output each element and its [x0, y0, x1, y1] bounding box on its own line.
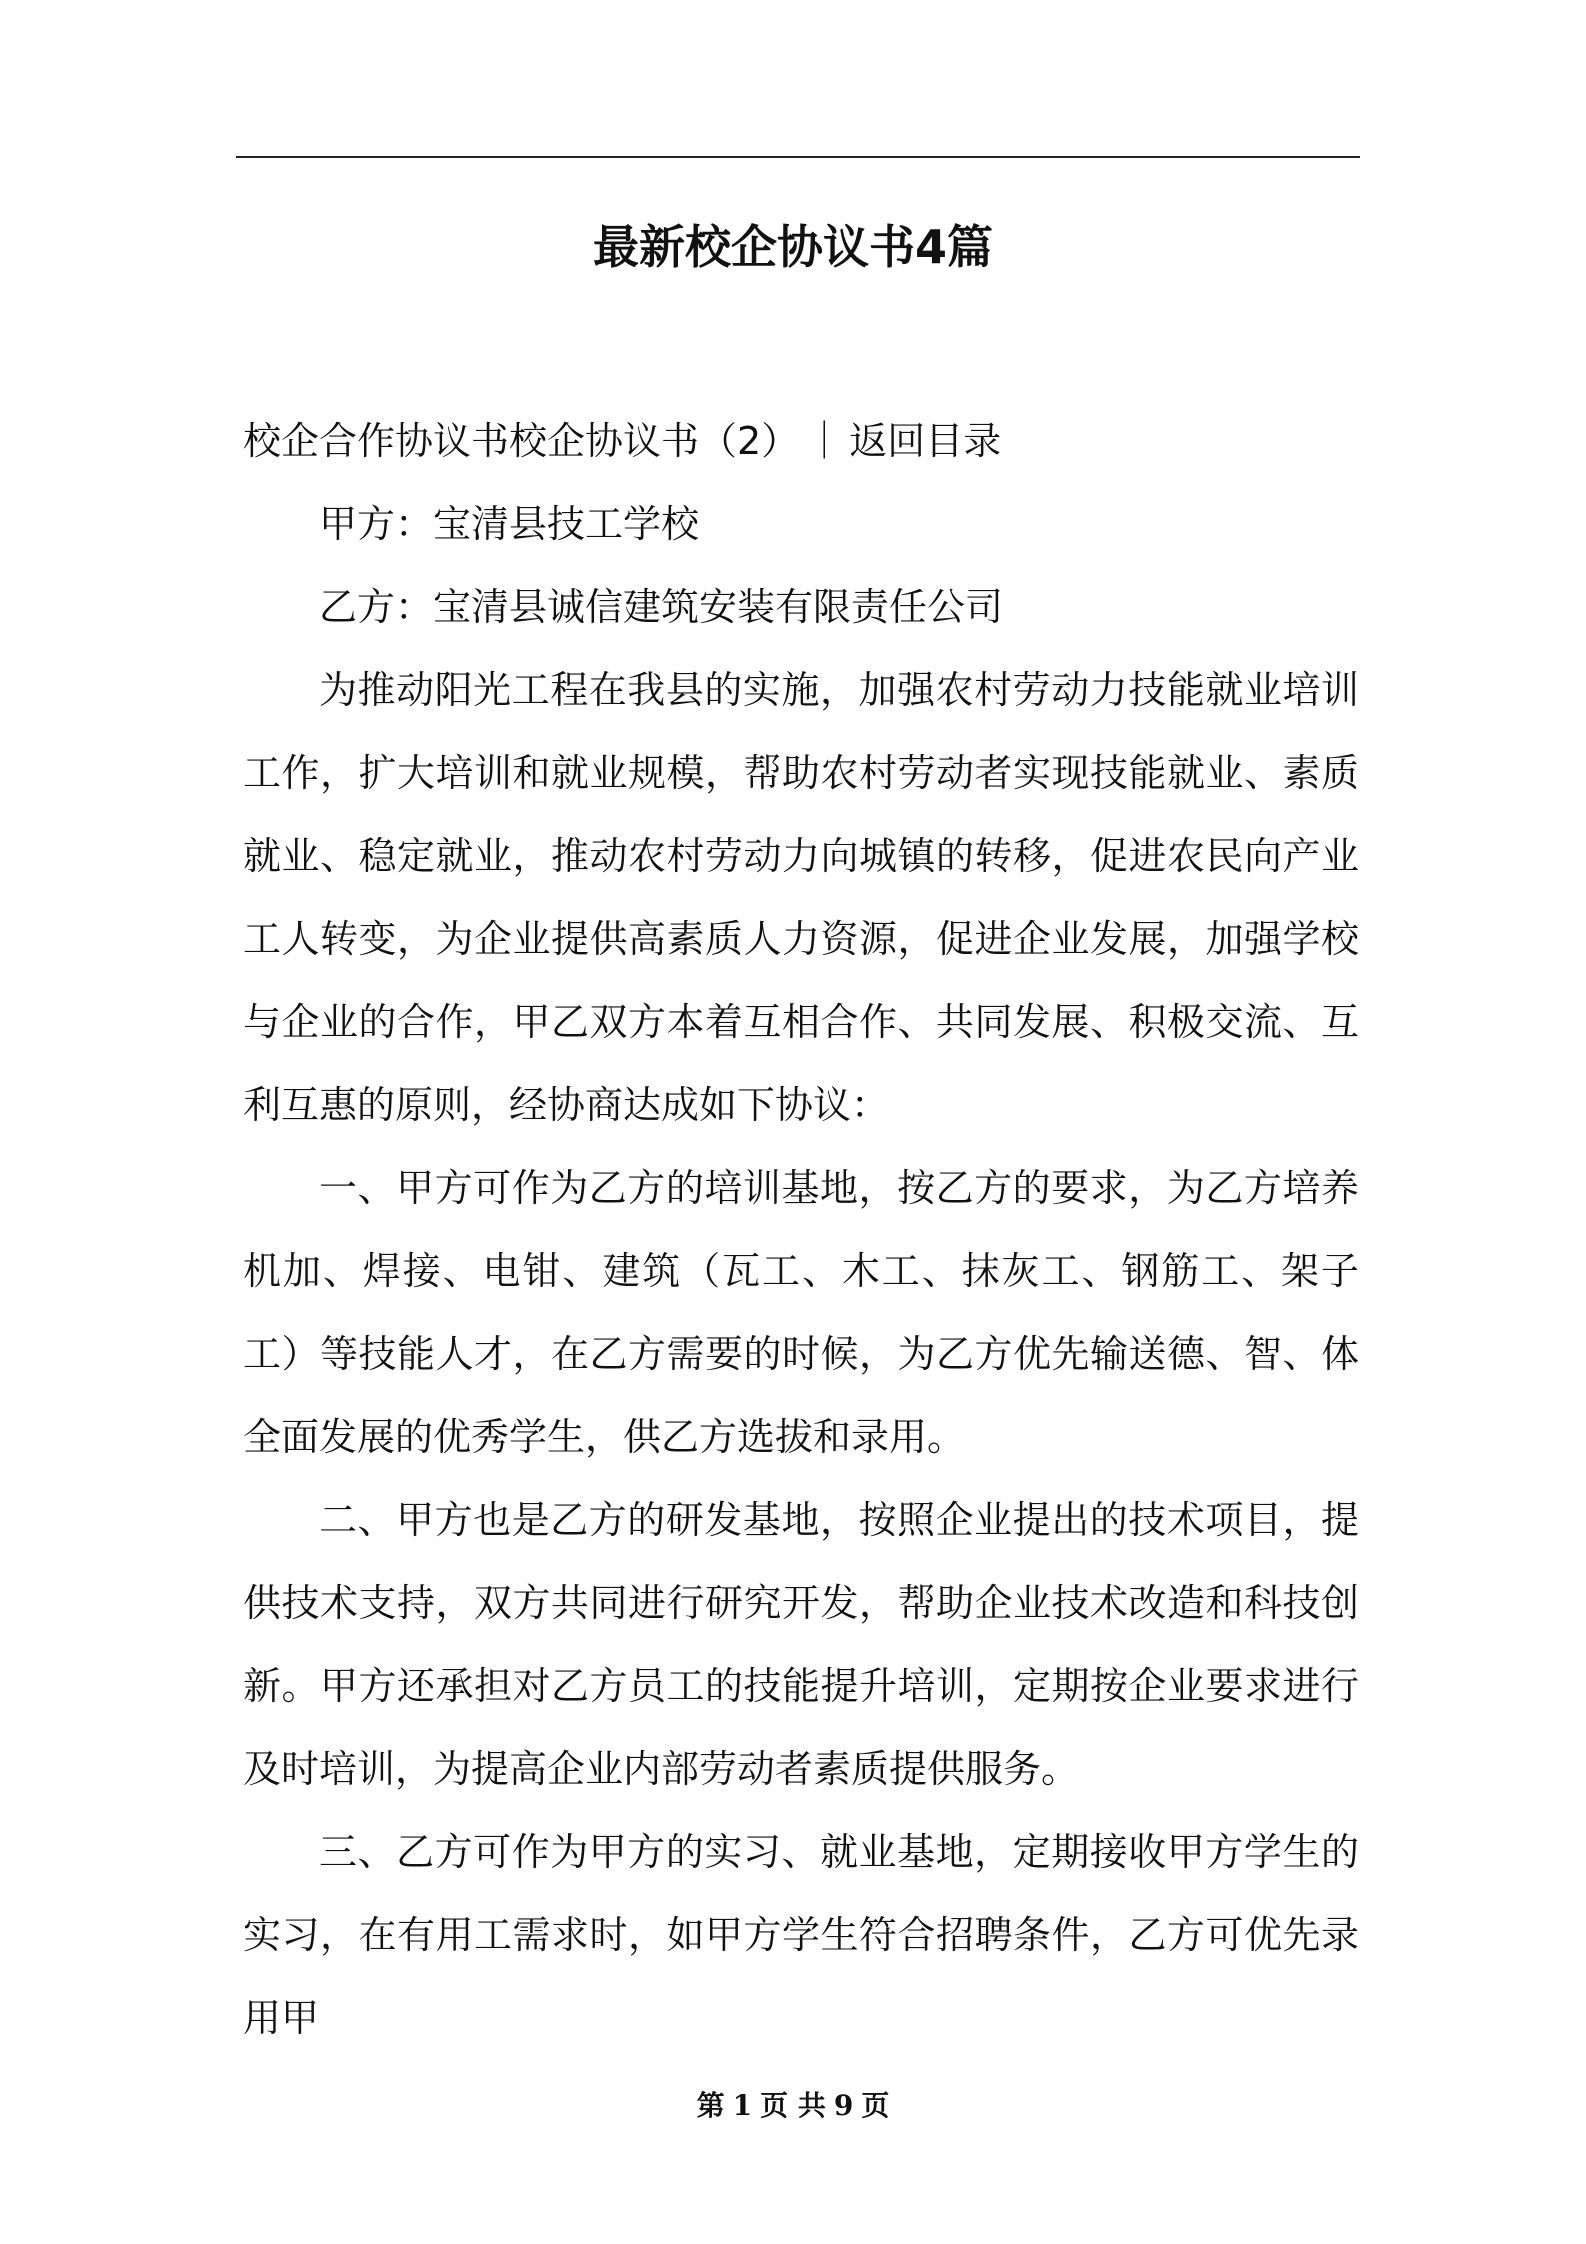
footer-total-pages: 9 [833, 2089, 854, 2122]
party-a-line: 甲方：宝清县技工学校 [319, 502, 700, 546]
breadcrumb [243, 400, 1359, 483]
paragraph-clause-2: 二、甲方也是乙方的研发基地，按照企业提出的技术项目，提供技术支持，双方共同进行研究开发，帮助企业技术改造和科技创新。甲方还承担对乙方员工的技能提升培训，定期按企业要求进行及时培训，为提高企业内部劳动者素质提供服务。 [243, 1498, 1359, 1791]
footer-middle: 页 共 [760, 2089, 826, 2122]
header-rule [236, 156, 1360, 158]
breadcrumb-current: 校企合作协议书校企协议书（2） [243, 419, 800, 463]
document-title: 最新校企协议书4篇 [592, 220, 993, 274]
party-b-line: 乙方：宝清县诚信建筑安装有限责任公司 [319, 585, 1004, 629]
footer-prefix: 第 [696, 2089, 725, 2122]
document-body [243, 400, 1359, 2060]
footer-suffix: 页 [861, 2089, 890, 2122]
breadcrumb-separator: ｜ [805, 419, 844, 463]
page-number-footer [0, 2086, 1586, 2126]
back-to-contents-link[interactable]: 返回目录 [849, 419, 1002, 463]
paragraph-intro: 为推动阳光工程在我县的实施，加强农村劳动力技能就业培训工作，扩大培训和就业规模，帮助农村劳动者实现技能就业、素质就业、稳定就业，推动农村劳动力向城镇的转移，促进农民向产业工人转变，为企业提供高素质人力资源，促进企业发展，加强学校与企业的合作，甲乙双方本着互相合作、共同发展、积极交流、互利互惠的原则，经协商达成如下协议： [243, 668, 1359, 1127]
footer-current-page: 1 [732, 2089, 753, 2122]
paragraph-clause-1: 一、甲方可作为乙方的培训基地，按乙方的要求，为乙方培养机加、焊接、电钳、建筑（瓦工、木工、抹灰工、钢筋工、架子工）等技能人才，在乙方需要的时候，为乙方优先输送德、智、体全面发展的优秀学生，供乙方选拔和录用。 [243, 1166, 1359, 1459]
paragraph-clause-3: 三、乙方可作为甲方的实习、就业基地，定期接收甲方学生的实习，在有用工需求时，如甲方学生符合招聘条件，乙方可优先录用甲 [243, 1830, 1359, 2040]
